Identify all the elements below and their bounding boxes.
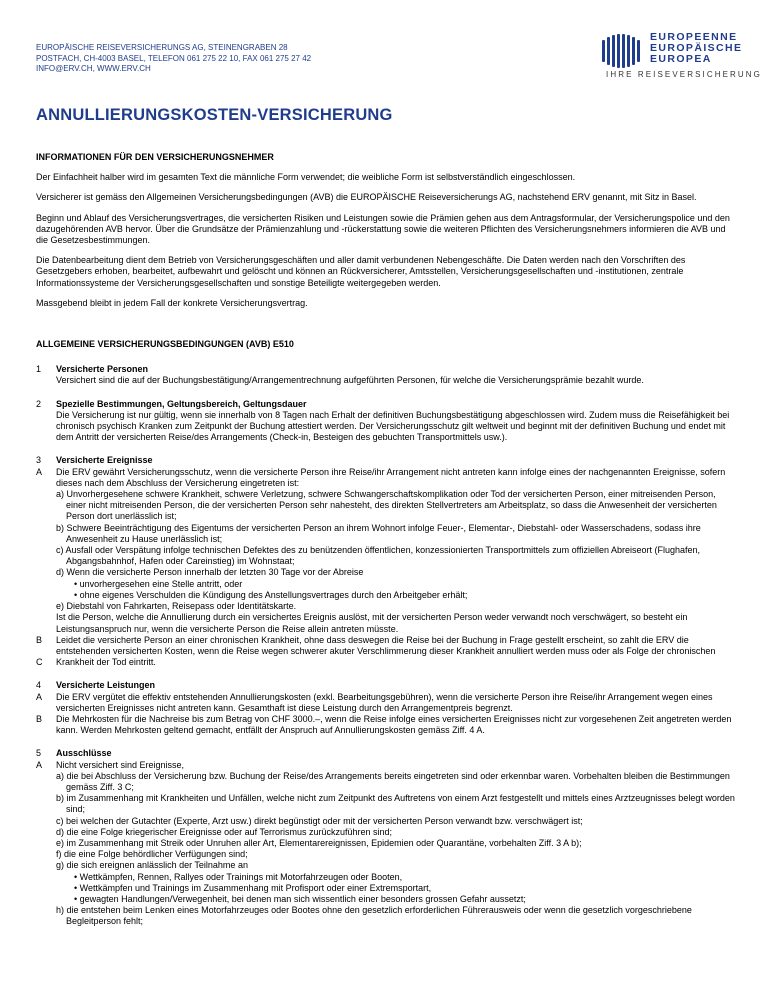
list-item: c) Ausfall oder Verspätung infolge technischen Defektes des zu benützenden öffentlichen, konzessionierten Transportmittels zum offiziellen Abreiseort (Flughafen, Abgangsbahnhof, Hafen oder Careinstieg) im Wohnstaat; [56,545,701,567]
section-text: Versichert sind die auf der Buchungsbestätigung/Arrangementrechnung aufgeführten Personen, für welche die Versicherungsprämie bezahlt wurde. [56,375,644,386]
section-number: 5 [36,748,42,759]
info-paragraph: Die Datenbearbeitung dient dem Betrieb von Versicherungsgeschäften und aller damit verbundenen Nebengeschäfte. Die Daten werden nach den Vorschriften des Gesetzgebers erhoben, bearbeitet, aufbewahrt und gelöscht und können an Rückversicherer, Amtsstellen, Versicherungsgesellschaften und -institutionen, zentrale Informationssysteme der Versicherungsgesellschaften und sonstige Beteiligte weitergegeben werden. [36,255,686,288]
paragraph-label: B [36,713,43,724]
section-text: Die ERV vergütet die effektiv entstehenden Annullierungskosten (exkl. Bearbeitungsgebühren), wenn die versicherte Person ihre Reise/ihr Arrangement wegen eines versicherten Ereignisses nicht antreten kann. Gesamthaft ist diese Leistung durch den Arrangementpreis begrenzt. [56,691,713,713]
info-paragraph: Beginn und Ablauf des Versicherungsvertrages, die versicherten Risiken und Leistungen sowie die Prämien gehen aus dem Antragsformular, der Versicherungspolice und den dazugehörenden AVB hervor. Über die Grundsätze der Prämienzahlung und -rückerstattung sowie die weiteren Pflichten des Versicherungsnehmers informieren die AVB und die Gesetzesbestimmungen. [36,212,730,246]
logo-tagline: IHRE REISEVERSICHERUNG [606,70,762,79]
list-item: d) Wenn die versicherte Person innerhalb der letzten 30 Tage vor der Abreise [56,567,364,578]
section-4 [36,680,736,736]
logo-line: EUROPÄISCHE [650,42,743,54]
section-text: Leidet die versicherte Person an einer chronischen Krankheit, ohne dass deswegen die Reise bei der Buchung in Frage gestellt erscheint, so zahlt die ERV die entstehenden versicherten Kosten, wenn die Reise wegen schwerer akuter Verschlimmerung dieser Krankheit annulliert werden muss oder als Folge der chronischen Krankheit der Tod eintritt. [56,634,716,668]
section-number: 3 [36,455,42,466]
section-number: 4 [36,680,42,691]
info-paragraph: Massgebend bleibt in jedem Fall der konkrete Versicherungsvertrag. [36,297,308,308]
paragraph-label: A [36,691,43,702]
address-line: EUROPÄISCHE REISEVERSICHERUNGS AG, STEINENGRABEN 28 [36,43,288,52]
bullet-item: • Wettkämpfen, Rennen, Rallyes oder Trainings mit Motorfahrzeugen oder Booten, [74,871,403,882]
list-item: g) die sich ereignen anlässlich der Teilnahme an [56,860,248,871]
bullet-item: • unvorhergesehen eine Stelle antritt, oder [74,578,243,589]
list-item: a) Unvorhergesehene schwere Krankheit, schwere Verletzung, schwere Schwangerschaftskomplikation oder Tod der versicherten Person, einer mitreisenden Person, einer nicht mitreisenden Person, die der versicherten Person sehr nahesteht, des direkten Stellvertreters am Arbeitsplatz, so dass die Anwesenheit der versicherten Person dort unerlässlich ist; [56,489,717,522]
paragraph-label: B [36,634,43,645]
list-item: e) Diebstahl von Fahrkarten, Reisepass oder Identitätskarte. [56,601,297,612]
section-number: 2 [36,398,42,409]
company-address [36,43,311,75]
section-title: Versicherte Ereignisse [56,455,153,466]
section-text: Die ERV gewährt Versicherungsschutz, wenn die versicherte Person ihre Reise/ihr Arrangement nicht antreten kann infolge eines der nachgenannten Ereignisse, sofern dieses nach dem Abschluss der Versicherung eingetreten ist: [56,466,726,488]
logo-wordmark [650,32,742,65]
bullet-item: • ohne eigenes Verschulden die Kündigung des Anstellungsvertrages durch den Arbeitgeber erhält; [74,589,468,600]
company-logo [600,31,762,79]
section-3 [36,455,736,668]
bullet-item: • gewagten Handlungen/Verwegenheit, bei denen man sich wissentlich einer besonders grossen Gefahr aussetzt; [74,893,526,904]
info-paragraph: Versicherer ist gemäss den Allgemeinen Versicherungsbedingungen (AVB) die EUROPÄISCHE Reiseversicherungs AG, nachstehend ERV genannt, mit Sitz in Basel. [36,192,697,203]
document-body [36,152,736,937]
info-paragraph: Der Einfachheit halber wird im gesamten Text die männliche Form verwendet; die weibliche Form ist selbstverständlich eingeschlossen. [36,172,576,183]
section-title: Spezielle Bestimmungen, Geltungsbereich, Geltungsdauer [56,398,307,409]
section-title: Ausschlüsse [56,748,112,759]
list-item: d) die eine Folge kriegerischer Ereignisse oder auf Terrorismus zurückzuführen sind; [56,826,392,837]
paragraph-label: C [36,657,43,668]
list-item: f) die eine Folge behördlicher Verfügungen sind; [56,849,248,860]
bullet-item: • Wettkämpfen und Trainings im Zusammenhang mit Profisport oder einer Extremsportart, [74,882,432,893]
list-item: e) im Zusammenhang mit Streik oder Unruhen aller Art, Elementarereignissen, Epidemien oder Quarantäne, vorbehalten Ziff. 3 A b); [56,837,582,848]
section-2 [36,399,736,444]
document-title: ANNULLIERUNGSKOSTEN-VERSICHERUNG [36,106,393,124]
section-text: Nicht versichert sind Ereignisse, [56,759,185,770]
logo-line: EUROPEENNE [650,31,738,43]
paragraph-label: A [36,759,43,770]
section-number: 1 [36,364,42,375]
paragraph-label: A [36,466,43,477]
address-line: INFO@ERV.CH, WWW.ERV.CH [36,64,151,73]
info-heading: INFORMATIONEN FÜR DEN VERSICHERUNGSNEHMER [36,152,274,162]
section-5 [36,748,736,927]
list-item: a) die bei Abschluss der Versicherung bzw. Buchung der Reise/des Arrangements bereits eingetreten sind oder erkennbar waren. Vorbehalten bleiben die Bestimmungen gemäss Ziff. 3 C; [56,770,730,792]
list-item: b) Schwere Beeinträchtigung des Eigentums der versicherten Person an ihrem Wohnort infolge Feuer-, Elementar-, Diebstahl- oder Wasserschadens, sodass ihre Anwesenheit zu Hause unerlässlich ist; [56,522,701,544]
address-line: POSTFACH, CH-4003 BASEL, TELEFON 061 275 22 10, FAX 061 275 27 42 [36,53,312,63]
section-title: Versicherte Personen [56,364,149,375]
list-item: b) im Zusammenhang mit Krankheiten und Unfällen, welche nicht zum Zeitpunkt des Auftretens von einem Arzt festgestellt und mittels eines Arztzeugnisses belegt worden sind; [56,793,735,815]
logo-mark-icon [600,34,646,68]
list-item: c) bei welchen der Gutachter (Experte, Arzt usw.) direkt begünstigt oder mit der versicherten Person verwandt bzw. verschwägert ist; [56,815,583,826]
logo-line: EUROPEA [650,53,712,65]
avb-heading: ALLGEMEINE VERSICHERUNGSBEDINGUNGEN (AVB) E510 [36,339,294,350]
section-title: Versicherte Leistungen [56,680,156,691]
section-1 [36,364,736,386]
section-text: Ist die Person, welche die Annullierung durch ein versichertes Ereignis auslöst, mit der versicherten Person weder verwandt noch verschwägert, so besteht ein Leistungsanspruch nur, wenn die versicherte Person die Reise allein antreten müsste. [56,612,688,634]
list-item: h) die entstehen beim Lenken eines Motorfahrzeuges oder Bootes ohne den gesetzlich erforderlichen Führerausweis oder wenn die gesetzlich vorgeschriebene Begleitperson fehlt; [56,905,692,927]
section-text: Die Mehrkosten für die Nachreise bis zum Betrag von CHF 3000.–, wenn die Reise infolge eines versicherten Ereignisses nicht zur vorgesehenen Zeit angetreten werden kann. Werden Mehrkosten geltend gemacht, entfällt der Anspruch auf Annullierungskosten gemäss Ziff. 4 A. [56,713,732,736]
section-text: Die Versicherung ist nur gültig, wenn sie innerhalb von 8 Tagen nach Erhalt der definitiven Buchungsbestätigung abgeschlossen wird. Zudem muss die Reisefähigkeit bei chronisch psychisch Kranken zum Zeitpunkt der Buchung attestiert werden. Der Versicherungsschutz gilt weltweit und beginnt mit der definitiven Buchung und endet mit dem Antritt der versicherten Reise/des Arrangements (Check-in, Besteigen des gebuchten Transportmittels usw.). [56,409,730,443]
